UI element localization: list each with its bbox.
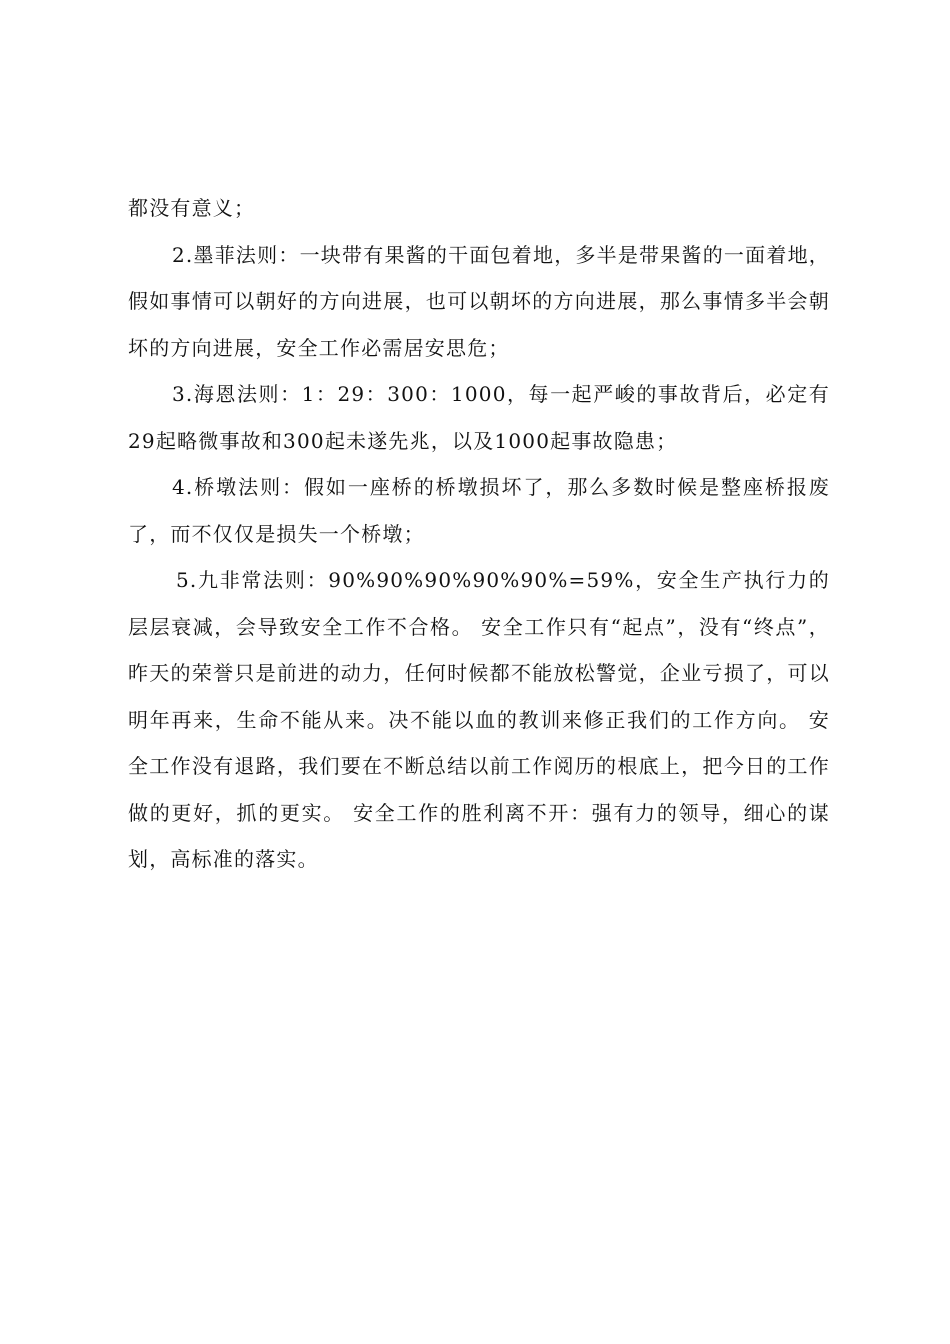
- paragraph-heinrich-law: 3.海恩法则：1：29：300：1000，每一起严峻的事故背后，必定有29起略微事故和300起未遂先兆，以及1000起事故隐患；: [128, 382, 830, 453]
- paragraph-pier-law: 4.桥墩法则：假如一座桥的桥墩损坏了，那么多数时候是整座桥报废了，而不仅仅是损失一个桥墩；: [128, 475, 830, 546]
- paragraph-ninety-percent-law: 5.九非常法则：90%90%90%90%90%=59%，安全生产执行力的层层衰减，会导致安全工作不合格。 安全工作只有“起点”，没有“终点”，昨天的荣誉只是前进的动力，任何时候都不能放松警觉，企业亏损了，可以明年再来，生命不能从来。决不能以血的教训来修正我们的工作方向。 安全工作没有退路，我们要在不断总结以前工作阅历的根底上，把今日的工作做的更好，抓的更实。 安全工作的胜利离不开：强有力的领导，细心的谋划，高标准的落实。: [128, 568, 830, 871]
- document-body: [128, 185, 830, 883]
- paragraph-continuation: 都没有意义；: [128, 196, 256, 220]
- paragraph-murphy-law: 2.墨菲法则：一块带有果酱的干面包着地，多半是带果酱的一面着地，假如事情可以朝好的方向进展，也可以朝坏的方向进展，那么事情多半会朝坏的方向进展，安全工作必需居安思危；: [128, 242, 830, 360]
